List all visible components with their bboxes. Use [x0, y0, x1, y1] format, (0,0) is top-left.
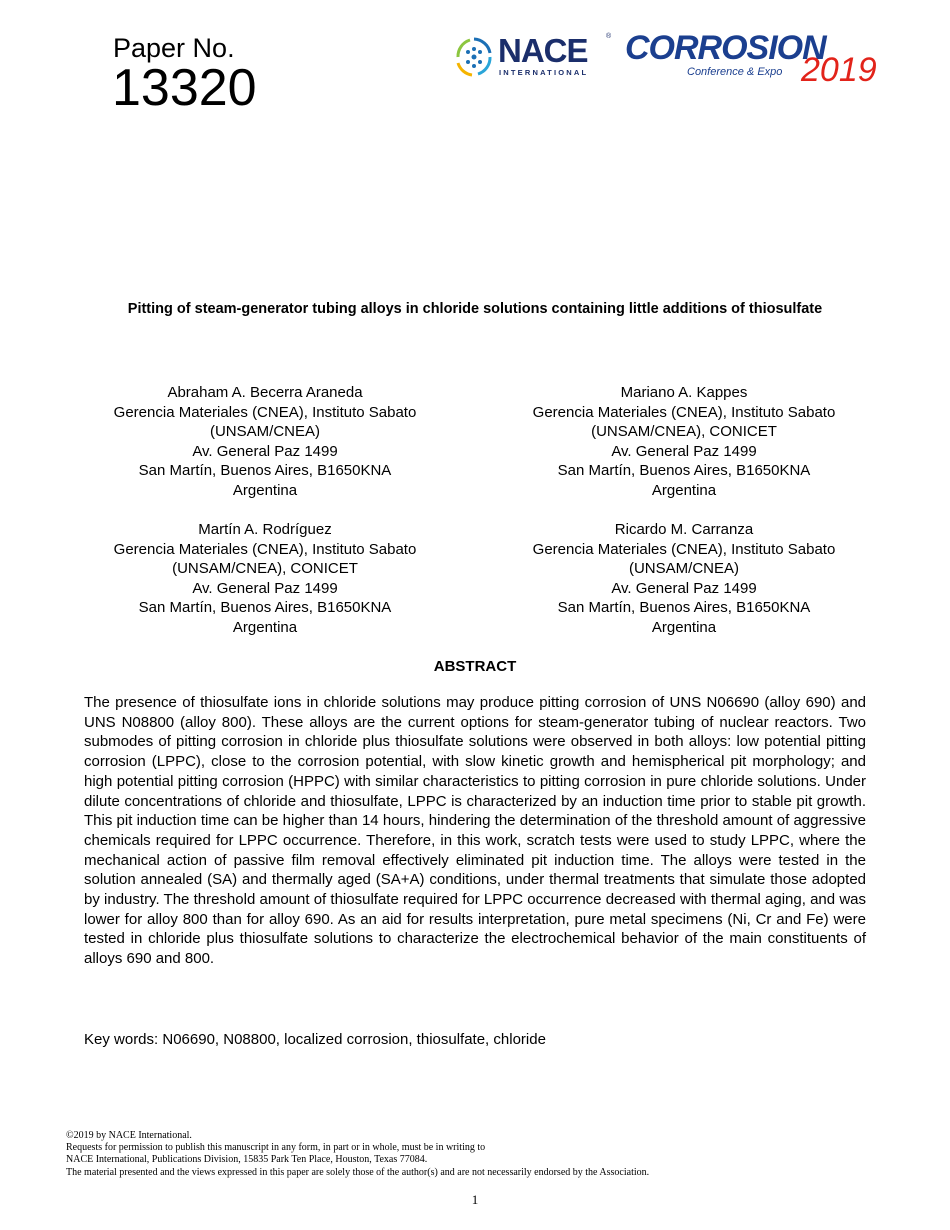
address-line: NACE International, Publications Division, 15835 Park Ten Place, Houston, Texas 77084.: [66, 1154, 428, 1166]
author-country: Argentina: [651, 481, 717, 499]
page-number: 1: [471, 1192, 479, 1207]
author-affiliation: (UNSAM/CNEA), CONICET: [172, 560, 358, 578]
author-affiliation: (UNSAM/CNEA), CONICET: [591, 423, 777, 441]
author-name: Martín A. Rodríguez: [198, 521, 332, 538]
author-city: San Martín, Buenos Aires, B1650KNA: [138, 462, 392, 480]
author-affiliation: (UNSAM/CNEA): [628, 560, 739, 578]
author-block: [75, 520, 455, 638]
author-name: Abraham A. Becerra Araneda: [167, 384, 363, 401]
author-street: Av. General Paz 1499: [192, 442, 338, 460]
nace-registered-mark: ®: [606, 33, 612, 40]
conference-year: 2019: [801, 51, 877, 89]
author-street: Av. General Paz 1499: [611, 579, 757, 597]
author-country: Argentina: [232, 618, 298, 636]
nace-globe-icon: [454, 35, 494, 81]
author-block: [494, 383, 874, 501]
author-name: Ricardo M. Carranza: [614, 521, 754, 538]
paper-number: 13320: [112, 59, 257, 117]
paper-title: Pitting of steam-generator tubing alloys in chloride solutions containing little additions of thiosulfate: [127, 301, 823, 317]
author-country: Argentina: [651, 618, 717, 636]
author-city: San Martín, Buenos Aires, B1650KNA: [557, 462, 811, 480]
author-affiliation: Gerencia Materiales (CNEA), Instituto Sabato: [113, 403, 417, 421]
nace-wordmark: NACE: [498, 32, 588, 69]
permission-line: Requests for permission to publish this manuscript in any form, in part or in whole, must be in writing to: [66, 1142, 486, 1154]
corrosion-wordmark: CORROSION: [625, 29, 826, 67]
nace-logo: [454, 33, 614, 81]
author-affiliation: Gerencia Materiales (CNEA), Instituto Sabato: [532, 403, 836, 421]
abstract-body: The presence of thiosulfate ions in chloride solutions may produce pitting corrosion of UNS N06690 (alloy 690) and UNS N08800 (alloy 800). These alloys are the current options for steam-generator tubing of nuclear reactors. Two submodes of pitting corrosion in chloride plus thiosulfate solutions were observed in both alloys: low potential pitting corrosion (LPPC), close to the corrosion potential, with slow kinetic growth and hemispherical pit morphology; and high potential pitting corrosion (HPPC) with similar characteristics to pitting corrosion in pure chloride solutions. Under dilute concentrations of chloride and thiosulfate, LPPC is characterized by an induction time prior to stable pit growth. This pit induction time can be higher than 14 hours, hindering the determination of the threshold amount of aggressive chemicals required for LPPC occurrence. Therefore, in this work, scratch tests were used to study LPPC, where the mechanical action of passive film removal effectively eliminated pit induction time. The alloys were tested in the solution annealed (SA) and thermally aged (SA+A) conditions, under thermal treatments that simulate those adopted by industry. The threshold amount of thiosulfate required for LPPC occurrence decreased with thermal aging, and was lower for alloy 800 than for alloy 690. As an aid for results interpretation, pure metal specimens (Ni, Cr and Fe) were tested in chloride plus thiosulfate solutions to characterize the electrochemical behavior of the main constituents of alloys 690 and 800.: [84, 694, 866, 968]
author-affiliation: Gerencia Materiales (CNEA), Instituto Sabato: [113, 540, 417, 558]
conference-subtitle: Conference & Expo: [687, 66, 783, 78]
author-country: Argentina: [232, 481, 298, 499]
nace-subtitle: INTERNATIONAL: [499, 68, 589, 77]
author-street: Av. General Paz 1499: [192, 579, 338, 597]
corrosion-conference-logo: [625, 30, 885, 88]
disclaimer-line: The material presented and the views expressed in this paper are solely those of the author(s) and are not necessarily endorsed by the Association.: [66, 1166, 650, 1178]
author-affiliation: Gerencia Materiales (CNEA), Instituto Sabato: [532, 540, 836, 558]
author-city: San Martín, Buenos Aires, B1650KNA: [557, 599, 811, 617]
copyright-line: ©2019 by NACE International.: [66, 1130, 192, 1141]
abstract-heading: ABSTRACT: [433, 658, 517, 675]
paper-label: Paper No.: [113, 33, 235, 63]
author-block: [494, 520, 874, 638]
author-block: [75, 383, 455, 501]
author-affiliation: (UNSAM/CNEA): [209, 423, 320, 441]
keywords: Key words: N06690, N08800, localized corrosion, thiosulfate, chloride: [84, 1031, 546, 1048]
copyright-footer: [66, 1130, 649, 1179]
author-name: Mariano A. Kappes: [620, 384, 748, 401]
author-city: San Martín, Buenos Aires, B1650KNA: [138, 599, 392, 617]
author-street: Av. General Paz 1499: [611, 442, 757, 460]
